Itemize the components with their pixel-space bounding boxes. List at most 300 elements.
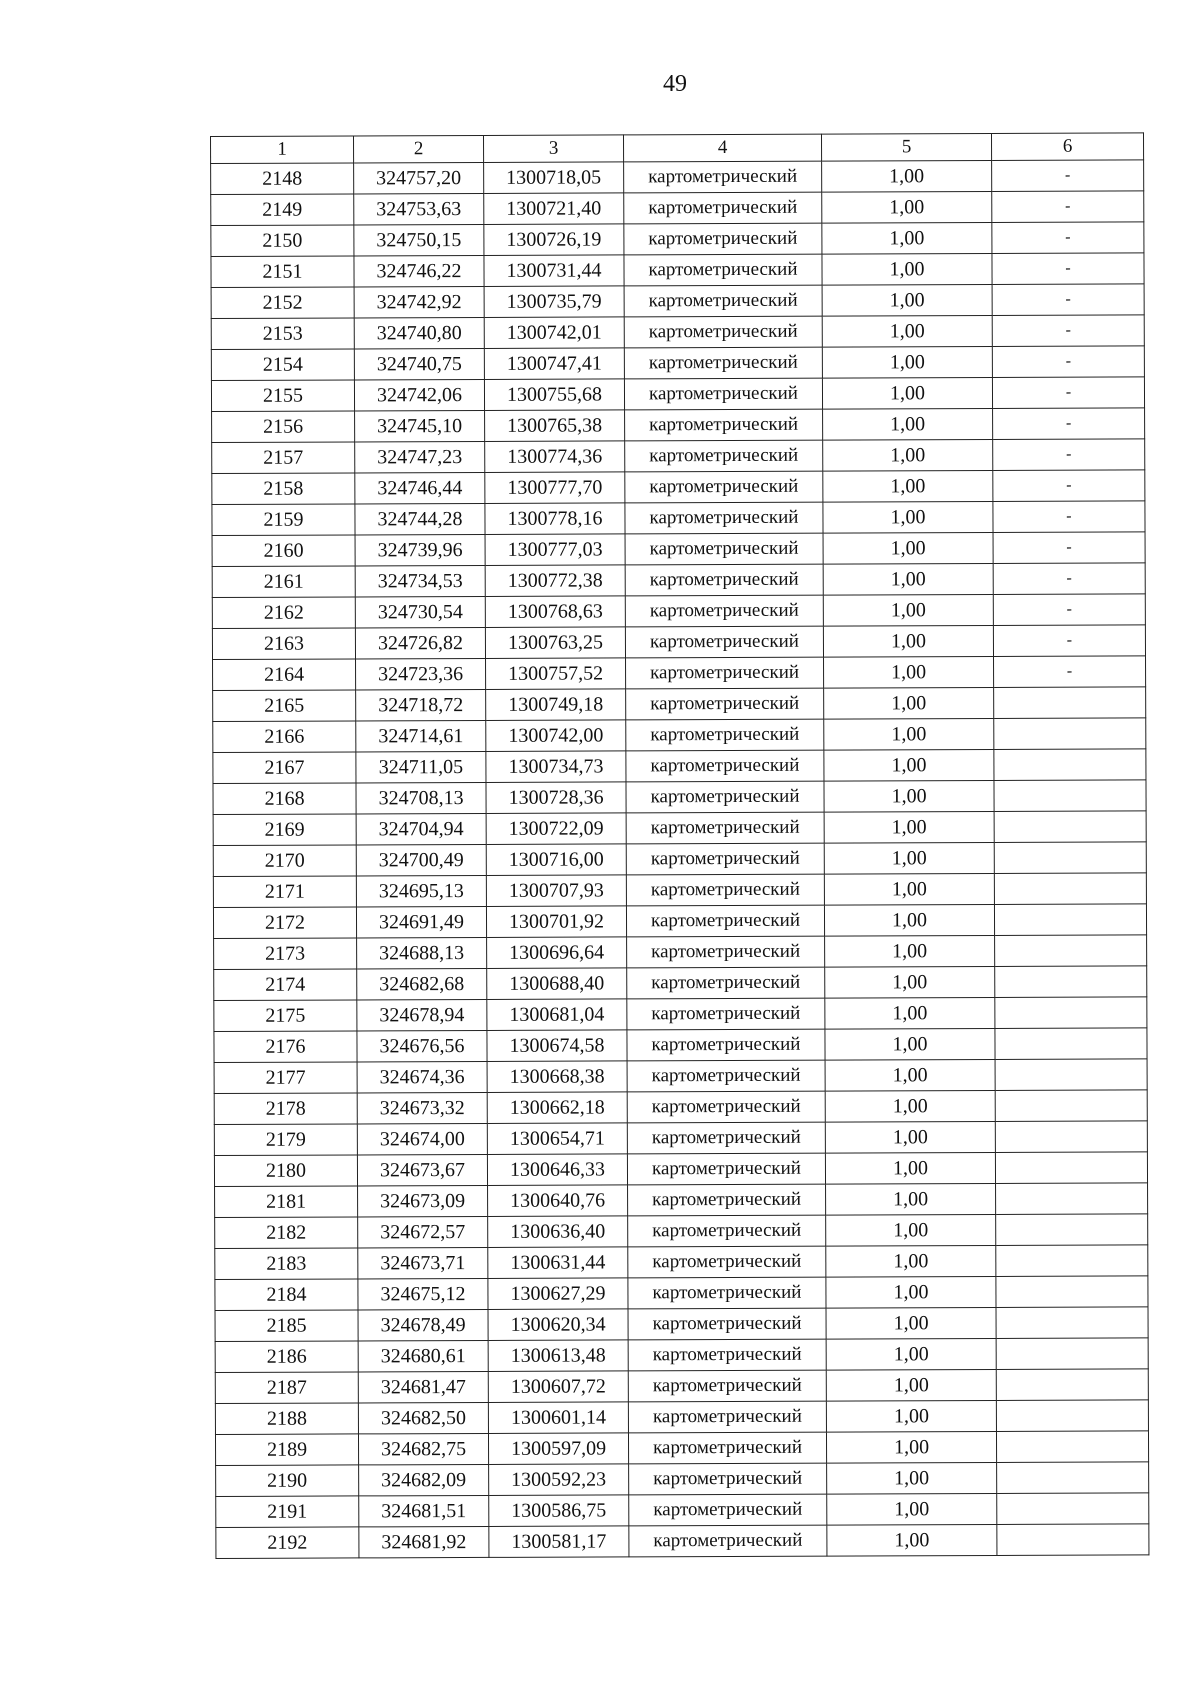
accuracy-cell: 1,00	[825, 1059, 995, 1091]
table-row	[215, 1400, 1148, 1435]
y-coordinate-cell: 1300668,38	[487, 1061, 627, 1093]
y-coordinate-cell: 1300765,38	[485, 410, 625, 442]
x-coordinate-cell: 324681,47	[358, 1371, 488, 1402]
y-coordinate-cell: 1300716,00	[486, 844, 626, 876]
point-number-cell: 2165	[213, 690, 356, 722]
point-number-cell: 2148	[211, 163, 354, 195]
accuracy-cell: 1,00	[826, 1214, 996, 1246]
note-cell: -	[992, 377, 1144, 409]
method-cell: картометрический	[624, 347, 822, 379]
accuracy-cell: 1,00	[824, 811, 994, 843]
y-coordinate-cell: 1300742,00	[486, 720, 626, 752]
point-number-cell: 2159	[212, 504, 355, 536]
table-row	[212, 625, 1145, 660]
x-coordinate-cell: 324674,00	[357, 1123, 487, 1154]
y-coordinate-cell: 1300755,68	[484, 379, 624, 411]
x-coordinate-cell: 324746,44	[355, 472, 485, 503]
note-cell: -	[992, 191, 1144, 223]
table-row	[216, 1493, 1149, 1528]
note-cell: -	[993, 470, 1145, 502]
method-cell: картометрический	[629, 1525, 827, 1557]
method-cell: картометрический	[628, 1215, 826, 1247]
y-coordinate-cell: 1300592,23	[489, 1464, 629, 1496]
note-cell	[995, 1028, 1147, 1060]
table-header-row	[211, 133, 1144, 164]
y-coordinate-cell: 1300726,19	[484, 224, 624, 256]
table-row	[212, 563, 1145, 598]
note-cell	[996, 1431, 1148, 1463]
x-coordinate-cell: 324695,13	[356, 875, 486, 906]
method-cell: картометрический	[625, 626, 823, 658]
table-row	[211, 191, 1144, 226]
method-cell: картометрический	[624, 223, 822, 255]
point-number-cell: 2177	[214, 1062, 357, 1094]
accuracy-cell: 1,00	[825, 1028, 995, 1060]
table-row	[215, 1183, 1148, 1218]
table-row	[212, 532, 1145, 567]
method-cell: картометрический	[626, 905, 824, 937]
method-cell: картометрический	[629, 1494, 827, 1526]
y-coordinate-cell: 1300707,93	[486, 875, 626, 907]
point-number-cell: 2183	[215, 1248, 358, 1280]
note-cell: -	[992, 315, 1144, 347]
table-row	[214, 1090, 1147, 1125]
x-coordinate-cell: 324676,56	[357, 1030, 487, 1061]
accuracy-cell: 1,00	[825, 966, 995, 998]
table-row	[215, 1276, 1148, 1311]
accuracy-cell: 1,00	[824, 780, 994, 812]
x-coordinate-cell: 324674,36	[357, 1061, 487, 1092]
note-cell: -	[993, 563, 1145, 595]
x-coordinate-cell: 324740,75	[354, 348, 484, 379]
accuracy-cell: 1,00	[826, 1183, 996, 1215]
x-coordinate-cell: 324730,54	[355, 596, 485, 627]
note-cell	[994, 904, 1146, 936]
x-coordinate-cell: 324746,22	[354, 255, 484, 286]
accuracy-cell: 1,00	[823, 439, 993, 471]
point-number-cell: 2157	[212, 442, 355, 474]
method-cell: картометрический	[626, 781, 824, 813]
note-cell: -	[993, 439, 1145, 471]
note-cell: -	[992, 253, 1144, 285]
x-coordinate-cell: 324681,51	[359, 1495, 489, 1526]
y-coordinate-cell: 1300636,40	[488, 1216, 628, 1248]
accuracy-cell: 1,00	[823, 563, 993, 595]
accuracy-cell: 1,00	[826, 1400, 996, 1432]
accuracy-cell: 1,00	[824, 687, 994, 719]
point-number-cell: 2184	[215, 1279, 358, 1311]
note-cell	[994, 687, 1146, 719]
table-row	[214, 1028, 1147, 1063]
point-number-cell: 2169	[213, 814, 356, 846]
note-cell	[995, 1121, 1147, 1153]
point-number-cell: 2170	[213, 845, 356, 877]
table-row	[212, 439, 1145, 474]
accuracy-cell: 1,00	[824, 842, 994, 874]
note-cell	[995, 935, 1147, 967]
point-number-cell: 2172	[213, 907, 356, 939]
note-cell	[997, 1524, 1149, 1556]
point-number-cell: 2178	[214, 1093, 357, 1125]
method-cell: картометрический	[626, 688, 824, 720]
point-number-cell: 2186	[215, 1341, 358, 1373]
accuracy-cell: 1,00	[827, 1493, 997, 1525]
y-coordinate-cell: 1300735,79	[484, 286, 624, 318]
method-cell: картометрический	[627, 1091, 825, 1123]
x-coordinate-cell: 324704,94	[356, 813, 486, 844]
y-coordinate-cell: 1300768,63	[485, 596, 625, 628]
point-number-cell: 2164	[213, 659, 356, 691]
note-cell	[994, 842, 1146, 874]
point-number-cell: 2174	[214, 969, 357, 1001]
method-cell: картометрический	[625, 471, 823, 503]
x-coordinate-cell: 324673,67	[357, 1154, 487, 1185]
note-cell	[996, 1214, 1148, 1246]
point-number-cell: 2190	[216, 1465, 359, 1497]
method-cell: картометрический	[627, 998, 825, 1030]
y-coordinate-cell: 1300601,14	[488, 1402, 628, 1434]
method-cell: картометрический	[627, 1060, 825, 1092]
point-number-cell: 2181	[215, 1186, 358, 1218]
x-coordinate-cell: 324753,63	[354, 193, 484, 224]
accuracy-cell: 1,00	[827, 1524, 997, 1556]
method-cell: картометрический	[624, 285, 822, 317]
y-coordinate-cell: 1300581,17	[489, 1526, 629, 1558]
method-cell: картометрический	[626, 874, 824, 906]
table-row	[212, 501, 1145, 536]
accuracy-cell: 1,00	[822, 253, 992, 285]
method-cell: картометрический	[625, 409, 823, 441]
point-number-cell: 2153	[211, 318, 354, 350]
x-coordinate-cell: 324739,96	[355, 534, 485, 565]
method-cell: картометрический	[628, 1277, 826, 1309]
method-cell: картометрический	[626, 719, 824, 751]
accuracy-cell: 1,00	[825, 935, 995, 967]
y-coordinate-cell: 1300742,01	[484, 317, 624, 349]
x-coordinate-cell: 324678,94	[357, 999, 487, 1030]
point-number-cell: 2171	[213, 876, 356, 908]
note-cell	[994, 811, 1146, 843]
y-coordinate-cell: 1300718,05	[484, 162, 624, 194]
accuracy-cell: 1,00	[826, 1338, 996, 1370]
x-coordinate-cell: 324673,71	[358, 1247, 488, 1278]
y-coordinate-cell: 1300640,76	[488, 1185, 628, 1217]
accuracy-cell: 1,00	[822, 315, 992, 347]
note-cell	[996, 1183, 1148, 1215]
table-row	[212, 408, 1145, 443]
x-coordinate-cell: 324688,13	[357, 937, 487, 968]
table-row	[212, 594, 1145, 629]
accuracy-cell: 1,00	[825, 1090, 995, 1122]
table-row	[214, 966, 1147, 1001]
y-coordinate-cell: 1300747,41	[484, 348, 624, 380]
accuracy-cell: 1,00	[826, 1245, 996, 1277]
x-coordinate-cell: 324742,92	[354, 286, 484, 317]
x-coordinate-cell: 324747,23	[355, 441, 485, 472]
x-coordinate-cell: 324673,09	[358, 1185, 488, 1216]
method-cell: картометрический	[626, 750, 824, 782]
accuracy-cell: 1,00	[823, 625, 993, 657]
column-header-1: 1	[211, 136, 354, 164]
note-cell: -	[994, 656, 1146, 688]
note-cell: -	[993, 532, 1145, 564]
note-cell	[994, 749, 1146, 781]
method-cell: картометрический	[624, 254, 822, 286]
point-number-cell: 2173	[214, 938, 357, 970]
x-coordinate-cell: 324681,92	[359, 1526, 489, 1557]
point-number-cell: 2154	[211, 349, 354, 381]
method-cell: картометрический	[624, 378, 822, 410]
method-cell: картометрический	[626, 843, 824, 875]
table-row	[214, 1121, 1147, 1156]
x-coordinate-cell: 324723,36	[356, 658, 486, 689]
point-number-cell: 2176	[214, 1031, 357, 1063]
table-row	[213, 904, 1146, 939]
x-coordinate-cell: 324675,12	[358, 1278, 488, 1309]
accuracy-cell: 1,00	[826, 1431, 996, 1463]
y-coordinate-cell: 1300627,29	[488, 1278, 628, 1310]
y-coordinate-cell: 1300778,16	[485, 503, 625, 535]
x-coordinate-cell: 324714,61	[356, 720, 486, 751]
table-row	[213, 656, 1146, 691]
table-row	[216, 1524, 1149, 1559]
y-coordinate-cell: 1300722,09	[486, 813, 626, 845]
coordinates-table	[210, 132, 1149, 1559]
y-coordinate-cell: 1300613,48	[488, 1340, 628, 1372]
note-cell: -	[992, 284, 1144, 316]
method-cell: картометрический	[627, 1122, 825, 1154]
note-cell	[997, 1493, 1149, 1525]
accuracy-cell: 1,00	[824, 656, 994, 688]
accuracy-cell: 1,00	[822, 346, 992, 378]
table-row	[214, 997, 1147, 1032]
accuracy-cell: 1,00	[824, 873, 994, 905]
y-coordinate-cell: 1300774,36	[485, 441, 625, 473]
y-coordinate-cell: 1300734,73	[486, 751, 626, 783]
method-cell: картометрический	[628, 1432, 826, 1464]
accuracy-cell: 1,00	[822, 284, 992, 316]
note-cell: -	[993, 625, 1145, 657]
point-number-cell: 2188	[215, 1403, 358, 1435]
table-row	[215, 1369, 1148, 1404]
point-number-cell: 2180	[214, 1155, 357, 1187]
y-coordinate-cell: 1300731,44	[484, 255, 624, 287]
point-number-cell: 2156	[212, 411, 355, 443]
point-number-cell: 2158	[212, 473, 355, 505]
accuracy-cell: 1,00	[824, 749, 994, 781]
y-coordinate-cell: 1300620,34	[488, 1309, 628, 1341]
y-coordinate-cell: 1300772,38	[485, 565, 625, 597]
method-cell: картометрический	[628, 1308, 826, 1340]
y-coordinate-cell: 1300662,18	[487, 1092, 627, 1124]
table-row	[213, 842, 1146, 877]
note-cell	[996, 1245, 1148, 1277]
point-number-cell: 2162	[212, 597, 355, 629]
point-number-cell: 2192	[216, 1527, 359, 1559]
x-coordinate-cell: 324757,20	[354, 162, 484, 193]
method-cell: картометрический	[628, 1246, 826, 1278]
method-cell: картометрический	[627, 1153, 825, 1185]
method-cell: картометрический	[624, 316, 822, 348]
accuracy-cell: 1,00	[826, 1276, 996, 1308]
accuracy-cell: 1,00	[824, 904, 994, 936]
method-cell: картометрический	[628, 1401, 826, 1433]
x-coordinate-cell: 324678,49	[358, 1309, 488, 1340]
accuracy-cell: 1,00	[823, 470, 993, 502]
method-cell: картометрический	[624, 192, 822, 224]
x-coordinate-cell: 324708,13	[356, 782, 486, 813]
x-coordinate-cell: 324734,53	[355, 565, 485, 596]
method-cell: картометрический	[626, 812, 824, 844]
note-cell	[996, 1369, 1148, 1401]
note-cell	[994, 718, 1146, 750]
method-cell: картометрический	[627, 967, 825, 999]
accuracy-cell: 1,00	[822, 160, 992, 192]
y-coordinate-cell: 1300757,52	[486, 658, 626, 690]
method-cell: картометрический	[625, 564, 823, 596]
y-coordinate-cell: 1300749,18	[486, 689, 626, 721]
point-number-cell: 2166	[213, 721, 356, 753]
x-coordinate-cell: 324680,61	[358, 1340, 488, 1371]
note-cell	[995, 1090, 1147, 1122]
accuracy-cell: 1,00	[827, 1462, 997, 1494]
note-cell	[995, 1152, 1147, 1184]
note-cell	[996, 1276, 1148, 1308]
note-cell	[996, 1307, 1148, 1339]
method-cell: картометрический	[628, 1339, 826, 1371]
method-cell: картометрический	[626, 657, 824, 689]
table-row	[211, 160, 1144, 195]
table-row	[215, 1214, 1148, 1249]
x-coordinate-cell: 324726,82	[355, 627, 485, 658]
accuracy-cell: 1,00	[825, 1121, 995, 1153]
accuracy-cell: 1,00	[823, 594, 993, 626]
accuracy-cell: 1,00	[825, 1152, 995, 1184]
note-cell	[995, 1059, 1147, 1091]
y-coordinate-cell: 1300681,04	[487, 999, 627, 1031]
point-number-cell: 2185	[215, 1310, 358, 1342]
point-number-cell: 2149	[211, 194, 354, 226]
method-cell: картометрический	[625, 595, 823, 627]
table-row	[211, 346, 1144, 381]
table-row	[211, 253, 1144, 288]
accuracy-cell: 1,00	[823, 501, 993, 533]
table-row	[213, 718, 1146, 753]
point-number-cell: 2163	[212, 628, 355, 660]
point-number-cell: 2161	[212, 566, 355, 598]
x-coordinate-cell: 324700,49	[356, 844, 486, 875]
point-number-cell: 2187	[215, 1372, 358, 1404]
point-number-cell: 2168	[213, 783, 356, 815]
y-coordinate-cell: 1300701,92	[486, 906, 626, 938]
y-coordinate-cell: 1300728,36	[486, 782, 626, 814]
column-header-6: 6	[991, 133, 1143, 161]
y-coordinate-cell: 1300654,71	[487, 1123, 627, 1155]
point-number-cell: 2150	[211, 225, 354, 257]
note-cell	[995, 997, 1147, 1029]
table-row	[214, 1059, 1147, 1094]
y-coordinate-cell: 1300597,09	[488, 1433, 628, 1465]
y-coordinate-cell: 1300586,75	[489, 1495, 629, 1527]
column-header-3: 3	[483, 135, 623, 163]
x-coordinate-cell: 324682,09	[359, 1464, 489, 1495]
y-coordinate-cell: 1300688,40	[487, 968, 627, 1000]
table-body	[211, 160, 1149, 1559]
accuracy-cell: 1,00	[823, 532, 993, 564]
y-coordinate-cell: 1300777,03	[485, 534, 625, 566]
note-cell	[997, 1462, 1149, 1494]
x-coordinate-cell: 324718,72	[356, 689, 486, 720]
x-coordinate-cell: 324682,50	[358, 1402, 488, 1433]
note-cell	[994, 780, 1146, 812]
note-cell: -	[993, 594, 1145, 626]
x-coordinate-cell: 324682,75	[358, 1433, 488, 1464]
column-header-4: 4	[623, 134, 821, 162]
table-row	[215, 1245, 1148, 1280]
method-cell: картометрический	[625, 533, 823, 565]
point-number-cell: 2155	[211, 380, 354, 412]
accuracy-cell: 1,00	[822, 191, 992, 223]
y-coordinate-cell: 1300646,33	[487, 1154, 627, 1186]
method-cell: картометрический	[628, 1370, 826, 1402]
method-cell: картометрический	[629, 1463, 827, 1495]
accuracy-cell: 1,00	[822, 222, 992, 254]
note-cell: -	[992, 160, 1144, 192]
table-row	[213, 749, 1146, 784]
accuracy-cell: 1,00	[822, 377, 992, 409]
table-row	[211, 377, 1144, 412]
table-row	[214, 1152, 1147, 1187]
y-coordinate-cell: 1300763,25	[485, 627, 625, 659]
column-header-2: 2	[354, 135, 484, 162]
point-number-cell: 2160	[212, 535, 355, 567]
y-coordinate-cell: 1300777,70	[485, 472, 625, 504]
x-coordinate-cell: 324745,10	[355, 410, 485, 441]
note-cell	[995, 966, 1147, 998]
accuracy-cell: 1,00	[826, 1307, 996, 1339]
point-number-cell: 2191	[216, 1496, 359, 1528]
table-row	[211, 315, 1144, 350]
y-coordinate-cell: 1300721,40	[484, 193, 624, 225]
y-coordinate-cell: 1300696,64	[487, 937, 627, 969]
note-cell: -	[993, 501, 1145, 533]
accuracy-cell: 1,00	[823, 408, 993, 440]
x-coordinate-cell: 324750,15	[354, 224, 484, 255]
point-number-cell: 2182	[215, 1217, 358, 1249]
x-coordinate-cell: 324673,32	[357, 1092, 487, 1123]
accuracy-cell: 1,00	[825, 997, 995, 1029]
method-cell: картометрический	[625, 440, 823, 472]
note-cell: -	[992, 222, 1144, 254]
y-coordinate-cell: 1300674,58	[487, 1030, 627, 1062]
point-number-cell: 2179	[214, 1124, 357, 1156]
method-cell: картометрический	[624, 161, 822, 193]
page-number: 49	[663, 71, 687, 97]
table-row	[213, 780, 1146, 815]
x-coordinate-cell: 324711,05	[356, 751, 486, 782]
x-coordinate-cell: 324672,57	[358, 1216, 488, 1247]
y-coordinate-cell: 1300631,44	[488, 1247, 628, 1279]
point-number-cell: 2189	[215, 1434, 358, 1466]
method-cell: картометрический	[628, 1184, 826, 1216]
note-cell: -	[993, 408, 1145, 440]
table-row	[211, 284, 1144, 319]
table-row	[211, 222, 1144, 257]
x-coordinate-cell: 324682,68	[357, 968, 487, 999]
x-coordinate-cell: 324740,80	[354, 317, 484, 348]
accuracy-cell: 1,00	[824, 718, 994, 750]
table-row	[215, 1338, 1148, 1373]
